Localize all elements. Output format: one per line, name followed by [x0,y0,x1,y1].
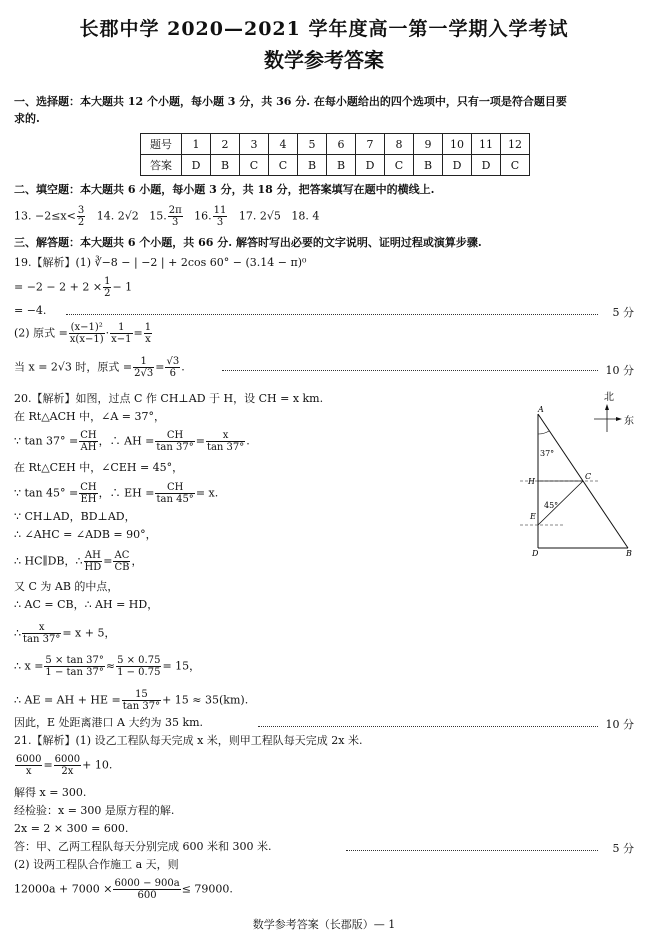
answer-cell: C [240,155,269,176]
answer-cell: D [472,155,501,176]
q20-line6: ∵ CH⊥AD，BD⊥AD， [14,510,136,523]
answer-cell: C [385,155,414,176]
answer-cell: B [298,155,327,176]
leader-dots [346,850,598,851]
q20-line2: 在 Rt△ACH 中，∠A = 37°， [14,410,165,423]
answer-14: 14. 2√2 [96,209,139,223]
point-B: B [626,549,632,558]
q20-line9: 又 C 为 AB 的中点， [14,580,119,593]
table-row [141,155,530,176]
point-D: D [532,549,539,558]
answer-cell: D [356,155,385,176]
q20-line14: 因此，E 处距离港口 A 大约为 35 km. [14,716,204,729]
answer-16: 16. [194,209,212,223]
q21-line6: 答：甲、乙两工程队每天分别完成 600 米和 300 米. [14,840,272,853]
section3-heading: 三、解答题：本大题共 6 个小题，共 66 分. 解答时写出必要的文字说明、证明过程或演算步骤. [14,236,482,249]
row-label-q: 题号 [141,134,182,155]
q19-line4: (2) 原式 = $\frac{\text{(x−1)²}}{x(x-1)}$ · $\frac{1}{x-1}$ = $\frac{1}{x}$ [14,322,152,345]
q20-line1: 20.【解析】如图，过点 C 作 CH⊥AD 于 H，设 CH = x km. [14,392,324,405]
east-arrow-icon [616,417,622,421]
q20-line11: ∴ $\frac{x}{\tan 37^\circ}$ = x + 5， [14,622,116,645]
answer-18: 18. 4 [291,209,320,223]
q21-line4: 经检验：x = 300 是原方程的解. [14,804,175,817]
page-subtitle: 数学参考答案 [264,48,384,72]
question-number-cell: 11 [472,134,501,155]
leader-dots [66,314,598,315]
question-number-cell: 5 [298,134,327,155]
angle-45-label: 45° [544,501,559,510]
q20-line8: ∴ HC∥DB，∴ $\frac{AH}{HD}$ = $\frac{AC}{CB}$ ， [14,550,143,573]
fill-answers [14,205,319,228]
q20-line10: ∴ AC = CB，∴ AH = HD， [14,598,159,611]
point-C: C [585,472,592,481]
leader-dots [222,370,598,371]
question-number-cell: 2 [211,134,240,155]
answer-cell: B [327,155,356,176]
answer-cell: C [269,155,298,176]
question-number-cell: 8 [385,134,414,155]
score-label: 5 分 [612,842,634,855]
q21-line5: 2x = 2 × 300 = 600. [14,822,129,835]
section1-heading-cont: 求的. [14,112,40,125]
q20-line3: ∵ tan 37° = $\frac{CH}{AH}$ ，∴ AH = $\frac{CH}{\tan 37^\circ}$ = $\frac{x}{\tan 37^\circ}$ . [14,430,250,453]
north-label: 北 [604,392,614,403]
score-label: 10 分 [605,718,634,731]
q20-line13: ∴ AE = AH + HE = $\frac{15}{\tan 37^\circ}$ + 15 ≈ 35(km). [14,689,249,712]
question-number-cell: 6 [327,134,356,155]
row-label-a: 答案 [141,155,182,176]
answer-cell: C [501,155,530,176]
question-number-cell: 3 [240,134,269,155]
q19-line1: 19.【解析】(1) ∛−8 − | −2 | + 2cos 60° − (3.14 − π)⁰ [14,256,307,269]
east-label: 东 [624,416,634,427]
q19-line2: = −2 − 2 + 2 × $\frac{1}{2}$ − 1 [14,276,133,299]
q20-line5: ∵ tan 45° = $\frac{CH}{EH}$ ，∴ EH = $\frac{CH}{\tan 45^\circ}$ = x. [14,482,219,505]
fraction: $\frac{2\pi}{3}$ [168,205,182,228]
page-title: 长郡中学 2020—2021 学年度高一第一学期入学考试 [79,18,569,40]
point-H: H [528,477,535,486]
leader-dots [258,726,598,727]
q19-line5: 当 x = 2√3 时，原式 = $\frac{1}{2√3}$ = $\frac{√3}{6}$ . [14,356,185,379]
q20-line4: 在 Rt△CEH 中，∠CEH = 45°， [14,461,184,474]
question-number-cell: 12 [501,134,530,155]
angle-37-label: 37° [540,449,555,458]
fraction: $\frac{3}{2}$ [77,205,85,228]
q21-line2: $\frac{6000}{x}$ = $\frac{6000}{2x}$ + 10. [16,754,113,777]
q21-line3: 解得 x = 300. [14,786,87,799]
answer-15: 15. [149,209,167,223]
question-number-cell: 1 [182,134,211,155]
q19-line3: = −4. [14,304,47,317]
answer-13: 13. −2≤x< [14,209,76,223]
question-number-cell: 7 [356,134,385,155]
answer-cell: D [182,155,211,176]
point-A: A [538,405,544,414]
answer-17: 17. 2√5 [238,209,281,223]
q21-line7: (2) 设两工程队合作施工 a 天，则 [14,858,179,871]
answer-cell: B [414,155,443,176]
point-E: E [530,512,536,521]
q21-line1: 21.【解析】(1) 设乙工程队每天完成 x 米，则甲工程队每天完成 2x 米. [14,734,363,747]
fraction: $\frac{11}{3}$ [213,205,227,228]
question-number-cell: 4 [269,134,298,155]
score-label: 10 分 [605,364,634,377]
question-number-cell: 9 [414,134,443,155]
north-arrow-icon [605,404,609,410]
answer-cell: D [443,155,472,176]
answer-cell: B [211,155,240,176]
q21-line8: 12000a + 7000 × $\frac{6000 - 900a}{600}$ ≤ 79000. [14,878,233,901]
q20-line7: ∴ ∠AHC = ∠ADB = 90°， [14,528,157,541]
page-footer: 数学参考答案（长郡版）— 1 [252,918,396,931]
geometry-figure [520,388,646,558]
angle-arc-37 [538,431,549,434]
section1-heading: 一、选择题：本大题共 12 个小题，每小题 3 分，共 36 分. 在每小题给出的四个选项中，只有一项是符合题目要 [14,95,567,108]
q20-line12: ∴ x = $\frac{5 \times \tan 37^\circ}{1 - \tan 37^\circ}$ ≈ $\frac{5 \times 0.75}{1 - 0.75}$ = 15， [14,655,201,678]
section2-heading: 二、填空题：本大题共 6 小题，每小题 3 分，共 18 分，把答案填写在题中的横线上. [14,183,435,196]
table-row [141,134,530,155]
answer-table [140,133,530,176]
question-number-cell: 10 [443,134,472,155]
score-label: 5 分 [612,306,634,319]
